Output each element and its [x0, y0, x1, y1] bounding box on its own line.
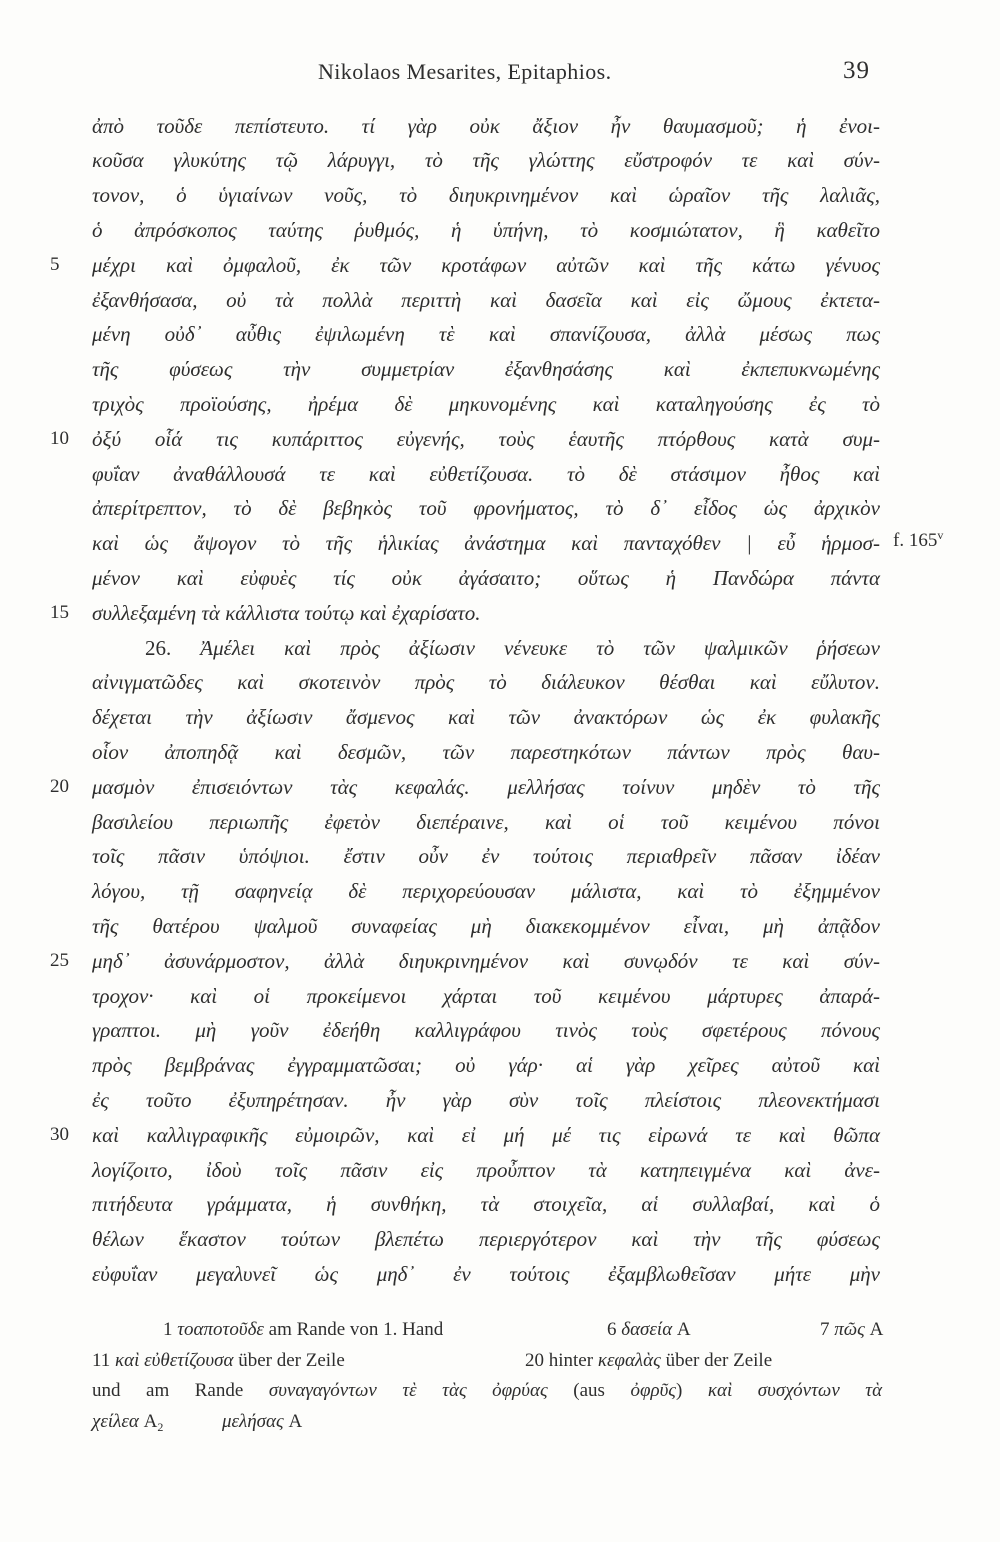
apparatus-lemma: κεφαλὰς: [597, 1349, 661, 1371]
main-text: [50, 109, 944, 1292]
text-line: [92, 735, 880, 770]
folio-number: f. 165: [893, 530, 938, 552]
text-line: [92, 1257, 880, 1292]
apparatus-entry: [92, 1346, 345, 1377]
apparatus-greek: συναγαγόντων τὲ τὰς ὀφρύας: [268, 1380, 548, 1401]
text-line: [92, 1013, 880, 1048]
line-number: 30: [50, 1123, 69, 1145]
text-line: [92, 805, 880, 840]
line-text: ἐς τοῦτο ἐξυπηρέτησαν. ἦν γὰρ σὺν τοῖς πλείστοις πλεονεκτήμασι: [92, 1087, 880, 1112]
apparatus-lemma: καὶ εὐθετίζουσα: [115, 1349, 234, 1371]
line-text: τροχον· καὶ οἱ προκείμενοι χάρται τοῦ κειμένου μάρτυρες ἀπαρά-: [92, 983, 880, 1008]
line-text: μένον καὶ εὐφυὲς τίς οὐκ ἀγάσαιτο; οὕτως ἡ Πανδώρα πάντα: [92, 565, 880, 590]
apparatus-line: [0, 1376, 1000, 1407]
line-text: φυΐαν ἀναθάλλουσά τε καὶ εὐθετίζουσα. τὸ δὲ στάσιμον ἦθος καὶ: [92, 461, 880, 486]
line-text: τριχὸς προϊούσης, ἠρέμα δὲ μηκυνομένης καὶ καταληγούσης ἐς τὸ: [92, 391, 880, 416]
apparatus-entry: [607, 1315, 691, 1346]
line-text: ἀπερίτρεπτον, τὸ δὲ βεβηκὸς τοῦ φρονήματος, τὸ δ᾽ εἶδος ὡς ἀρχικὸν: [92, 496, 880, 521]
section-number: 26.: [145, 635, 172, 660]
text-line: [50, 422, 880, 457]
apparatus-ref: 11: [92, 1349, 111, 1371]
apparatus-entry: [163, 1315, 443, 1346]
line-text: τονον, ὁ ὑγιαίνων νοῦς, τὸ διηυκρινημένον καὶ ὡραῖον τῆς λαλιᾶς,: [92, 183, 880, 208]
line-text: θέλων ἕκαστον τούτων βλεπέτω περιεργότερον καὶ τὴν τῆς φύσεως: [92, 1227, 880, 1252]
apparatus-pre: hinter: [548, 1349, 594, 1371]
apparatus-note: A: [869, 1319, 884, 1340]
line-text: ὁ ἀπρόσκοπος ταύτης ῥυθμός, ἡ ὑπήνη, τὸ κοσμιώτατον, ἣ καθεῖτο: [92, 217, 880, 242]
folio-side: v: [937, 528, 944, 543]
text-line: [92, 979, 880, 1014]
text-line: [92, 491, 880, 526]
text-line: [92, 317, 880, 352]
line-number: 10: [50, 427, 69, 449]
line-number: 5: [50, 253, 60, 275]
apparatus-ref: 20: [525, 1349, 544, 1371]
line-text: μέχρι καὶ ὀμφαλοῦ, ἐκ τῶν κροτάφων αὐτῶν καὶ τῆς κάτω γένυος: [92, 252, 880, 277]
apparatus-siglum: A: [143, 1410, 158, 1432]
apparatus-entry: [222, 1407, 302, 1438]
apparatus-continuation: [92, 1376, 882, 1407]
apparatus-lemma: δασεία: [621, 1319, 673, 1340]
text-line: [50, 944, 880, 979]
apparatus-lemma: μελήσας: [222, 1410, 284, 1432]
line-text: πρὸς βεμβράνας ἐγγραμματῶσαι; οὐ γάρ· αἱ γὰρ χεῖρες αὐτοῦ καὶ: [92, 1053, 880, 1078]
text-line: [92, 561, 880, 596]
line-text: ἐξανθήσασα, οὐ τὰ πολλὰ περιττὴ καὶ δασεῖα καὶ εἰς ὤμους ἐκτετα-: [92, 287, 880, 312]
apparatus-line: [0, 1346, 1000, 1377]
line-text: βασιλείου περιωπῆς ἐφετὸν διεπέραινε, καὶ οἱ τοῦ κειμένου πόνοι: [92, 809, 880, 834]
text-line: [92, 109, 880, 144]
apparatus-note: (aus: [573, 1380, 605, 1401]
line-text: αἰνιγματῶδες καὶ σκοτεινὸν πρὸς τὸ διάλευκον θέσθαι καὶ εὔλυτον.: [92, 670, 880, 695]
line-text: οἷον ἀποπηδᾷ καὶ δεσμῶν, τῶν παρεστηκότων πάντων πρὸς θαυ-: [92, 739, 880, 764]
text-line: [92, 387, 880, 422]
apparatus-note: A: [288, 1410, 303, 1432]
apparatus-note: über der Zeile: [238, 1349, 345, 1371]
line-text: λογίζοιτο, ἰδοὺ τοῖς πᾶσιν εἰς προὖπτον τὰ κατηπειγμένα καὶ ἀνε-: [92, 1157, 880, 1182]
line-number: 20: [50, 775, 69, 797]
apparatus-ref: 6: [607, 1319, 617, 1340]
apparatus-note: ): [676, 1380, 683, 1401]
running-title: Nikolaos Mesarites, Epitaphios.: [318, 59, 612, 84]
text-line: [50, 770, 880, 805]
line-text: τοῖς πᾶσιν ὑπόψιοι. ἔστιν οὖν ἐν τούτοις περιαθρεῖν πᾶσαν ἰδέαν: [92, 844, 880, 869]
apparatus-lemma: τοαποτοῦδε: [177, 1319, 264, 1340]
line-text: κοῦσα γλυκύτης τῷ λάρυγγι, τὸ τῆς γλώττης εὔστροφόν τε καὶ σύν-: [92, 148, 880, 173]
apparatus-greek: καὶ συσχόντων τὰ: [707, 1380, 883, 1401]
line-text: λόγου, τῇ σαφηνείᾳ δὲ περιχορεύουσαν μάλιστα, καὶ τὸ ἐξημμένον: [92, 879, 880, 904]
text-line: [92, 283, 880, 318]
line-number: 25: [50, 949, 69, 971]
text-line: [50, 248, 880, 283]
line-number: 15: [50, 601, 69, 623]
apparatus-ref: 7: [820, 1319, 830, 1340]
text-line: [92, 213, 880, 248]
line-text: δέχεται τὴν ἀξίωσιν ἄσμενος καὶ τῶν ἀνακτόρων ὡς ἐκ φυλακῆς: [92, 705, 880, 730]
apparatus-note: am Rande von 1. Hand: [268, 1319, 444, 1340]
text-line: [50, 596, 880, 631]
line-text: Ἀμέλει καὶ πρὸς ἀξίωσιν νένευκε τὸ τῶν ψαλμικῶν ῥήσεων: [200, 635, 880, 660]
apparatus-note: über der Zeile: [665, 1349, 773, 1371]
line-text: μασμὸν ἐπισειόντων τὰς κεφαλάς. μελλήσας τοίνυν μηδὲν τὸ τῆς: [92, 774, 880, 799]
line-text: συλλεξαμένη τὰ κάλλιστα τούτῳ καὶ ἐχαρίσατο.: [92, 600, 481, 625]
text-line: [92, 665, 880, 700]
line-text: καὶ ὡς ἄψογον τὸ τῆς ἡλικίας ἀνάστημα καὶ πανταχόθεν | εὖ ἡρμοσ-: [92, 531, 880, 556]
apparatus-entry: [525, 1346, 772, 1377]
text-line: [92, 352, 880, 387]
apparatus-note: A: [676, 1319, 691, 1340]
line-text: πιτήδευτα γράμματα, ἡ συνθήκη, τὰ στοιχεῖα, αἱ συλλαβαί, καὶ ὁ: [92, 1192, 880, 1217]
text-line: [92, 143, 880, 178]
line-text: τῆς θατέρου ψαλμοῦ συναφείας μὴ διακεκομμένον εἶναι, μὴ ἀπᾷδον: [92, 913, 880, 938]
text-line: [92, 178, 880, 213]
text-line: [92, 839, 880, 874]
text-line: [92, 457, 880, 492]
line-text: καὶ καλλιγραφικῆς εὐμοιρῶν, καὶ εἰ μή μέ τις εἰρωνά τε καὶ θῶπα: [92, 1122, 880, 1147]
page-number: 39: [843, 57, 870, 84]
line-text: ὀξύ οἷά τις κυπάριττος εὐγενής, τοὺς ἑαυτῆς πτόρθους κατὰ συμ-: [92, 426, 880, 451]
text-line: [92, 1222, 880, 1257]
line-text: τῆς φύσεως τὴν συμμετρίαν ἐξανθησάσης καὶ ἐκπεπυκνωμένης: [92, 357, 880, 382]
text-line: [92, 1048, 880, 1083]
text-line: [92, 1187, 880, 1222]
text-line: [50, 1118, 880, 1153]
text-line: [92, 700, 880, 735]
text-line: [92, 909, 880, 944]
apparatus-entry: [92, 1407, 163, 1438]
line-text: μηδ᾽ ἀσυνάρμοστον, ἀλλὰ διηυκρινημένον καὶ συνῳδόν τε καὶ σύν-: [92, 948, 880, 973]
apparatus-greek: χείλεα: [92, 1410, 139, 1432]
folio-marker: [893, 524, 943, 559]
apparatus-greek: ὀφρῦς: [630, 1380, 676, 1401]
line-text: εὐφυΐαν μεγαλυνεῖ ὡς μηδ᾽ ἐν τούτοις ἐξαμβλωθεῖσαν μήτε μὴν: [92, 1261, 880, 1286]
text-line: [92, 874, 880, 909]
line-text: γραπτοι. μὴ γοῦν ἐδεήθη καλλιγράφου τινὸς τοὺς σφετέρους πόνους: [92, 1018, 880, 1043]
text-line: [92, 1153, 880, 1188]
text-line: [92, 526, 944, 561]
apparatus-ref: 1: [163, 1319, 173, 1340]
apparatus-line: [0, 1315, 1000, 1346]
apparatus-entry: [820, 1315, 883, 1346]
apparatus-line: [0, 1407, 1000, 1438]
apparatus-siglum-sub: 2: [157, 1419, 164, 1434]
text-line: [92, 631, 880, 666]
line-text: μένη οὐδ᾽ αὖθις ἐψιλωμένη τὲ καὶ σπανίζουσα, ἀλλὰ μέσως πως: [92, 322, 880, 347]
apparatus-lemma: πῶς: [834, 1319, 865, 1340]
apparatus-note: und am Rande: [92, 1380, 244, 1401]
text-line: [92, 1083, 880, 1118]
line-text: ἀπὸ τοῦδε πεπίστευτο. τί γὰρ οὐκ ἄξιον ἦν θαυμασμοῦ; ἡ ἐνοι-: [92, 113, 880, 138]
